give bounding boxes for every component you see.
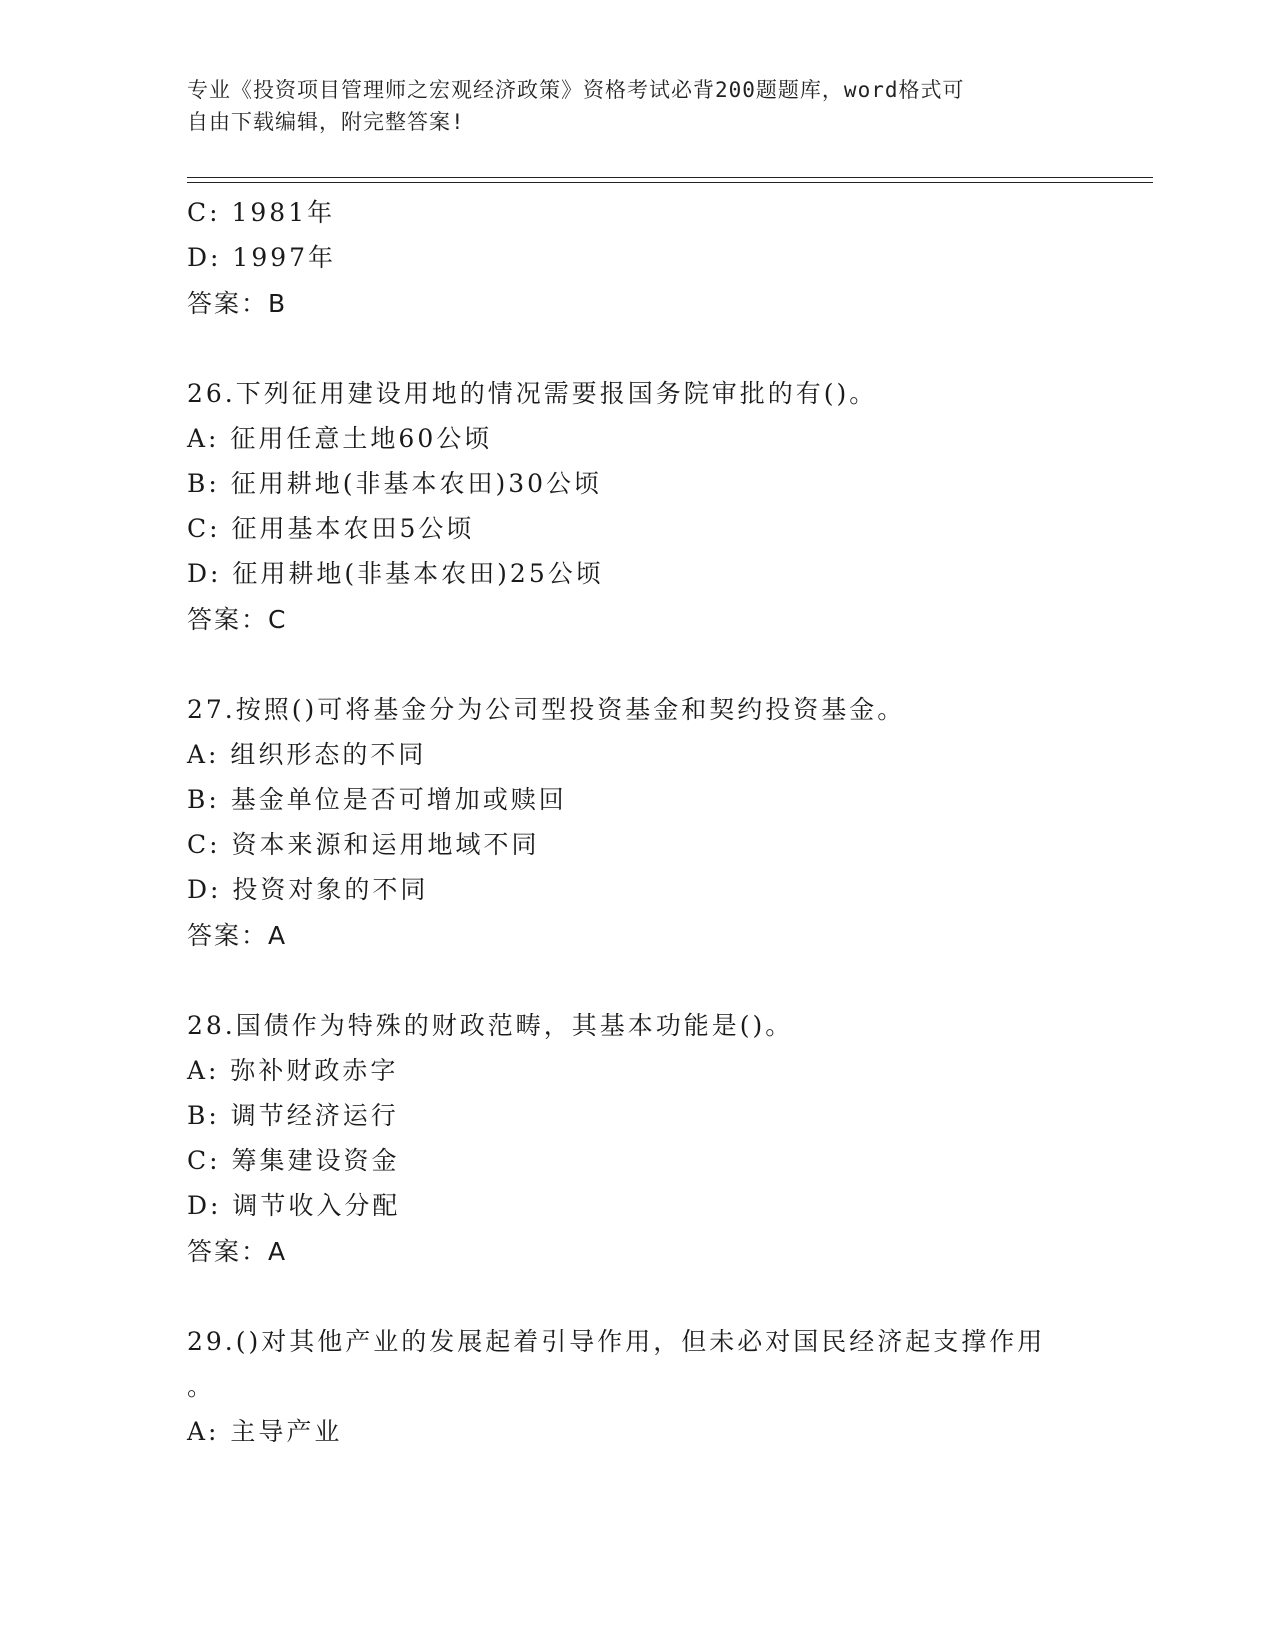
question-fragment — [187, 190, 1087, 327]
option-d: D: 1997年 — [187, 243, 337, 272]
answer-line: 答案：C — [187, 605, 288, 634]
question-stem-continuation: 。 — [187, 1372, 213, 1401]
option-c: C: 资本来源和运用地域不同 — [187, 830, 540, 859]
question-stem: 28.国债作为特殊的财政范畴，其基本功能是()。 — [187, 1011, 794, 1040]
option-c: C: 1981年 — [187, 198, 336, 227]
option-c: C: 筹集建设资金 — [187, 1146, 400, 1175]
option-b: B: 调节经济运行 — [187, 1101, 399, 1130]
header-divider-top — [187, 177, 1153, 178]
header-divider-bottom — [187, 182, 1153, 183]
question-stem: 29.()对其他产业的发展起着引导作用，但未必对国民经济起支撑作用 — [187, 1327, 1046, 1356]
option-c: C: 征用基本农田5公顷 — [187, 514, 475, 543]
document-header — [187, 74, 1087, 138]
option-a: A: 主导产业 — [187, 1417, 343, 1446]
question-28 — [187, 1003, 1087, 1275]
question-stem: 27.按照()可将基金分为公司型投资基金和契约投资基金。 — [187, 695, 906, 724]
question-list — [187, 190, 1087, 1454]
question-27 — [187, 687, 1087, 959]
option-b: B: 征用耕地(非基本农田)30公顷 — [187, 469, 603, 498]
option-b: B: 基金单位是否可增加或赎回 — [187, 785, 567, 814]
question-29 — [187, 1319, 1087, 1454]
answer-line: 答案：A — [187, 1237, 288, 1266]
option-d: D: 调节收入分配 — [187, 1191, 401, 1220]
answer-line: 答案：A — [187, 921, 288, 950]
option-d: D: 征用耕地(非基本农田)25公顷 — [187, 559, 604, 588]
header-title-line-1: 专业《投资项目管理师之宏观经济政策》资格考试必背200题题库，word格式可 — [187, 78, 965, 102]
option-a: A: 组织形态的不同 — [187, 740, 427, 769]
answer-line: 答案：B — [187, 289, 288, 318]
question-stem: 26.下列征用建设用地的情况需要报国务院审批的有()。 — [187, 379, 878, 408]
option-a: A: 弥补财政赤字 — [187, 1056, 399, 1085]
option-d: D: 投资对象的不同 — [187, 875, 429, 904]
question-26 — [187, 371, 1087, 643]
header-title-line-2: 自由下载编辑，附完整答案! — [187, 110, 465, 134]
option-a: A: 征用任意土地60公顷 — [187, 424, 493, 453]
